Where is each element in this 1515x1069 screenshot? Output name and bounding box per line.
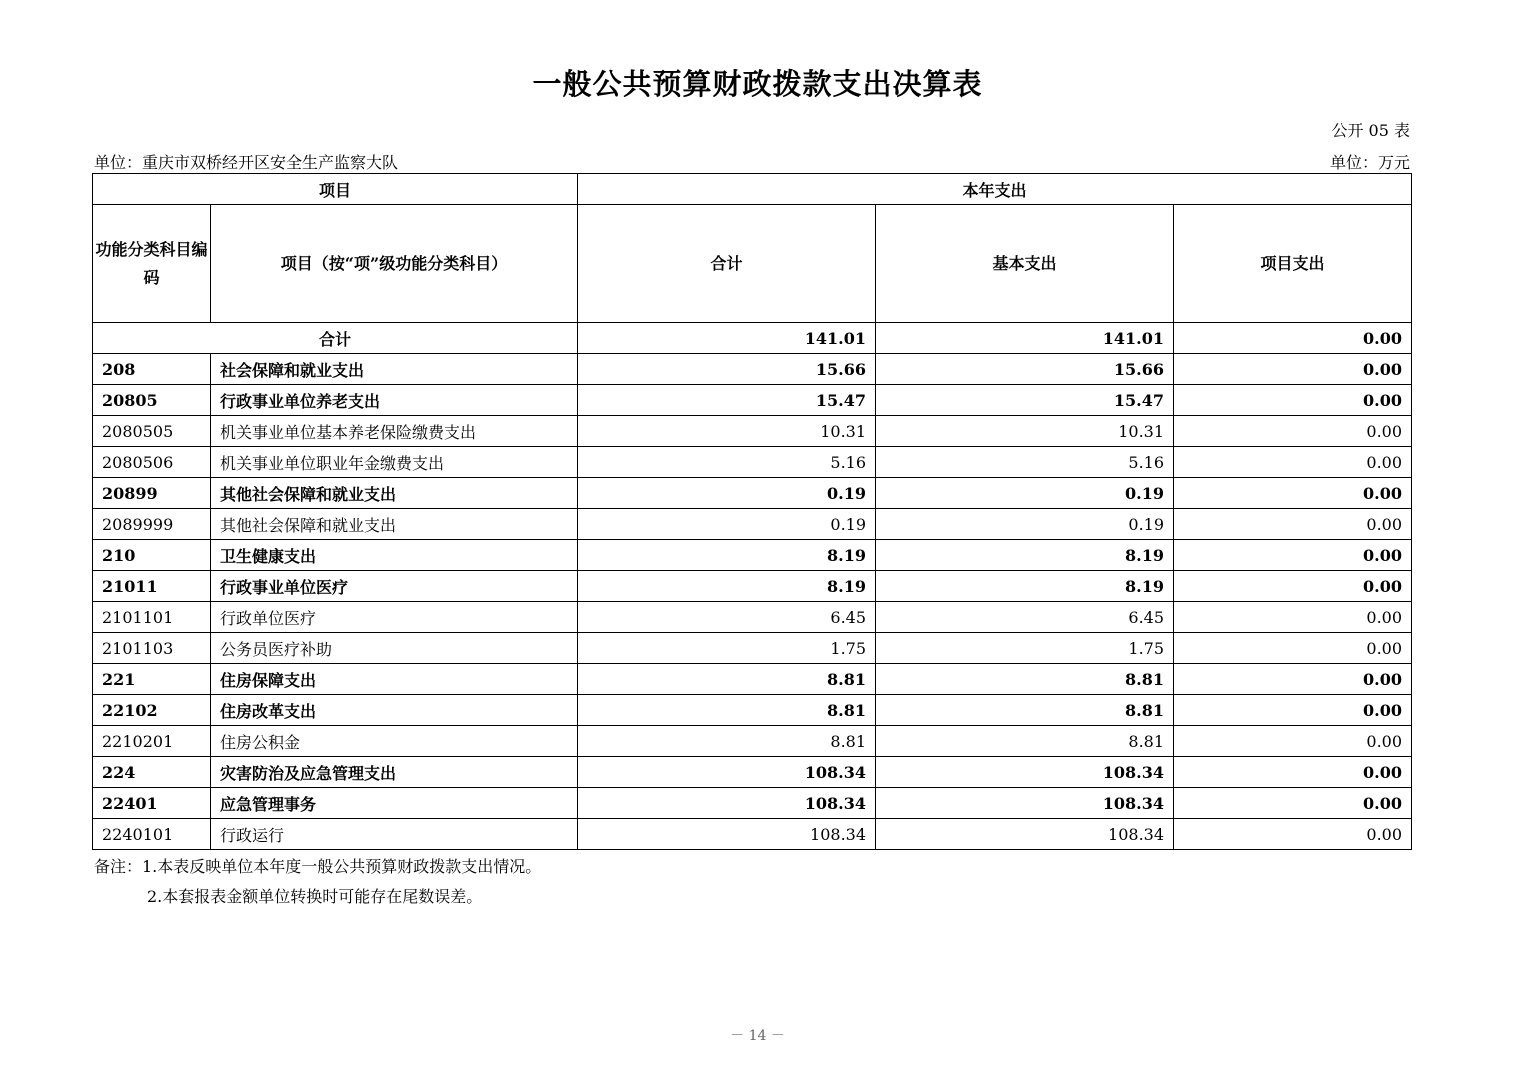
note-line-2: 2.本套报表金额单位转换时可能存在尾数误差。	[147, 887, 483, 906]
row-basic: 8.81	[876, 664, 1174, 695]
row-total: 8.19	[578, 571, 876, 602]
row-project: 0.00	[1174, 819, 1412, 850]
header-basic: 基本支出	[876, 205, 1174, 323]
row-project: 0.00	[1174, 447, 1412, 478]
row-basic: 1.75	[876, 633, 1174, 664]
row-code: 208	[93, 354, 211, 385]
total-basic: 141.01	[876, 323, 1174, 354]
row-name: 其他社会保障和就业支出	[211, 509, 578, 540]
header-project: 项目	[93, 174, 578, 205]
row-name: 行政事业单位医疗	[211, 571, 578, 602]
row-name: 其他社会保障和就业支出	[211, 478, 578, 509]
total-label: 合计	[93, 323, 578, 354]
table-row	[93, 695, 1412, 726]
row-code: 2080506	[93, 447, 211, 478]
table-row	[93, 726, 1412, 757]
row-code: 20805	[93, 385, 211, 416]
row-basic: 10.31	[876, 416, 1174, 447]
row-basic: 6.45	[876, 602, 1174, 633]
table-row	[93, 478, 1412, 509]
row-project: 0.00	[1174, 416, 1412, 447]
row-project: 0.00	[1174, 726, 1412, 757]
row-name: 行政单位医疗	[211, 602, 578, 633]
header-row-top	[93, 174, 1412, 205]
table-row	[93, 540, 1412, 571]
row-code: 2080505	[93, 416, 211, 447]
header-this-year: 本年支出	[578, 174, 1412, 205]
row-code: 224	[93, 757, 211, 788]
row-code: 221	[93, 664, 211, 695]
total-row	[93, 323, 1412, 354]
row-code: 2101103	[93, 633, 211, 664]
row-name: 灾害防治及应急管理支出	[211, 757, 578, 788]
row-total: 108.34	[578, 757, 876, 788]
row-name: 应急管理事务	[211, 788, 578, 819]
row-project: 0.00	[1174, 757, 1412, 788]
header-total: 合计	[578, 205, 876, 323]
row-project: 0.00	[1174, 509, 1412, 540]
row-code: 22102	[93, 695, 211, 726]
row-code: 2089999	[93, 509, 211, 540]
currency-unit: 单位：万元	[1329, 153, 1410, 172]
row-name: 机关事业单位职业年金缴费支出	[211, 447, 578, 478]
table-row	[93, 447, 1412, 478]
row-total: 8.81	[578, 664, 876, 695]
row-basic: 108.34	[876, 788, 1174, 819]
header-code: 功能分类科目编码	[93, 205, 211, 323]
total-amount: 141.01	[578, 323, 876, 354]
row-code: 210	[93, 540, 211, 571]
note-line-1: 备注：1.本表反映单位本年度一般公共预算财政拨款支出情况。	[94, 857, 542, 876]
page-title: 一般公共预算财政拨款支出决算表	[532, 67, 983, 101]
row-project: 0.00	[1174, 633, 1412, 664]
row-total: 5.16	[578, 447, 876, 478]
row-basic: 108.34	[876, 819, 1174, 850]
row-total: 108.34	[578, 788, 876, 819]
row-name: 卫生健康支出	[211, 540, 578, 571]
row-total: 8.81	[578, 726, 876, 757]
header-project-expenditure: 项目支出	[1174, 205, 1412, 323]
row-basic: 15.66	[876, 354, 1174, 385]
row-basic: 8.81	[876, 695, 1174, 726]
row-basic: 8.19	[876, 571, 1174, 602]
row-total: 8.81	[578, 695, 876, 726]
table-row	[93, 602, 1412, 633]
row-project: 0.00	[1174, 354, 1412, 385]
table-row	[93, 571, 1412, 602]
row-total: 10.31	[578, 416, 876, 447]
row-code: 2210201	[93, 726, 211, 757]
table-row	[93, 664, 1412, 695]
reporting-unit: 单位：重庆市双桥经开区安全生产监察大队	[94, 153, 399, 172]
expenditure-table	[92, 173, 1412, 850]
row-basic: 0.19	[876, 478, 1174, 509]
row-project: 0.00	[1174, 788, 1412, 819]
form-number: 公开 05 表	[1331, 121, 1410, 140]
row-name: 机关事业单位基本养老保险缴费支出	[211, 416, 578, 447]
row-code: 21011	[93, 571, 211, 602]
row-name: 行政事业单位养老支出	[211, 385, 578, 416]
table-row	[93, 757, 1412, 788]
row-basic: 8.81	[876, 726, 1174, 757]
row-total: 1.75	[578, 633, 876, 664]
row-basic: 108.34	[876, 757, 1174, 788]
notes	[94, 852, 541, 912]
row-name: 行政运行	[211, 819, 578, 850]
table-row	[93, 819, 1412, 850]
row-basic: 0.19	[876, 509, 1174, 540]
row-project: 0.00	[1174, 664, 1412, 695]
table-row	[93, 416, 1412, 447]
row-name: 公务员医疗补助	[211, 633, 578, 664]
row-total: 0.19	[578, 478, 876, 509]
row-basic: 15.47	[876, 385, 1174, 416]
row-total: 6.45	[578, 602, 876, 633]
row-basic: 8.19	[876, 540, 1174, 571]
row-total: 15.66	[578, 354, 876, 385]
row-total: 108.34	[578, 819, 876, 850]
row-project: 0.00	[1174, 571, 1412, 602]
row-basic: 5.16	[876, 447, 1174, 478]
total-project: 0.00	[1174, 323, 1412, 354]
header-row-bottom	[93, 205, 1412, 323]
row-name: 社会保障和就业支出	[211, 354, 578, 385]
table-row	[93, 385, 1412, 416]
row-name: 住房公积金	[211, 726, 578, 757]
table-row	[93, 354, 1412, 385]
row-total: 8.19	[578, 540, 876, 571]
table-row	[93, 509, 1412, 540]
row-total: 0.19	[578, 509, 876, 540]
row-project: 0.00	[1174, 602, 1412, 633]
row-total: 15.47	[578, 385, 876, 416]
table-row	[93, 788, 1412, 819]
table-row	[93, 633, 1412, 664]
row-project: 0.00	[1174, 478, 1412, 509]
page-number: － 14 －	[730, 1028, 785, 1044]
row-code: 22401	[93, 788, 211, 819]
header-name: 项目（按“项”级功能分类科目）	[211, 205, 578, 323]
row-project: 0.00	[1174, 385, 1412, 416]
row-code: 2240101	[93, 819, 211, 850]
row-project: 0.00	[1174, 695, 1412, 726]
row-name: 住房改革支出	[211, 695, 578, 726]
row-code: 20899	[93, 478, 211, 509]
row-name: 住房保障支出	[211, 664, 578, 695]
row-code: 2101101	[93, 602, 211, 633]
row-project: 0.00	[1174, 540, 1412, 571]
